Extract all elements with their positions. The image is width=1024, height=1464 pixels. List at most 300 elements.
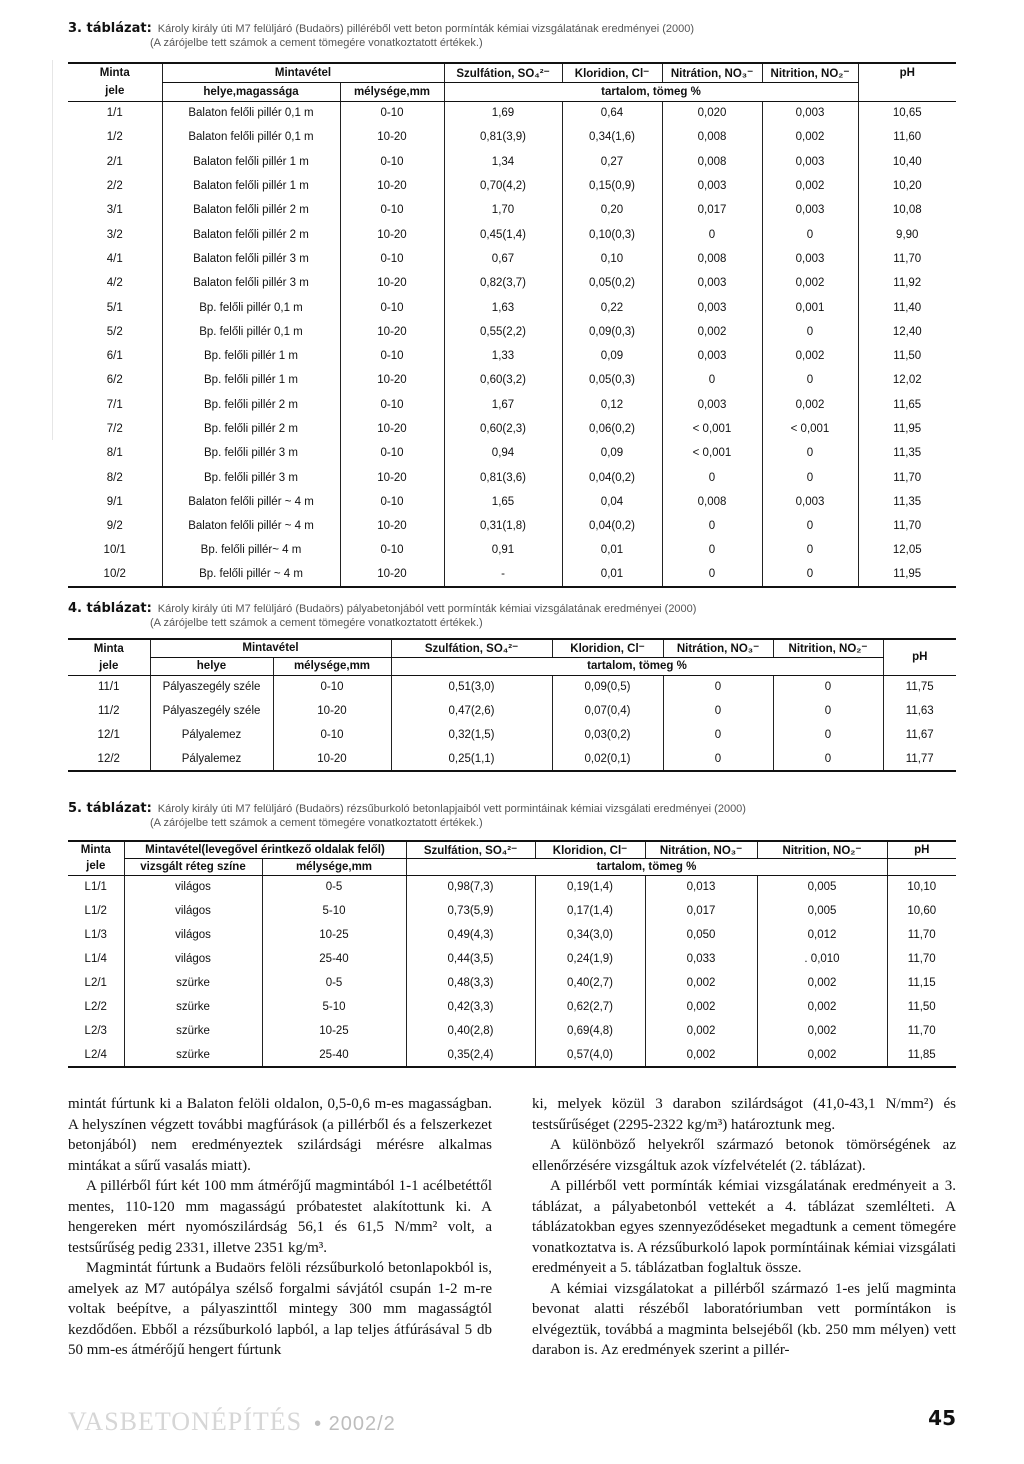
table-row bbox=[68, 995, 956, 1019]
table-cell: 0,017 bbox=[662, 198, 762, 222]
table-cell: 10,10 bbox=[887, 875, 956, 899]
table-cell: Balaton felőli pillér 2 m bbox=[162, 198, 340, 222]
table-cell: 0,008 bbox=[662, 150, 762, 174]
table-cell: 10,60 bbox=[887, 899, 956, 923]
table-cell: 1,33 bbox=[444, 344, 562, 368]
table-row bbox=[68, 174, 956, 198]
table-cell: 11,95 bbox=[858, 417, 956, 441]
table-cell: 0,04(0,2) bbox=[562, 465, 662, 489]
header-ph: pH bbox=[887, 841, 956, 858]
header-helye: helye,magassága bbox=[162, 82, 340, 101]
table-cell: 11,15 bbox=[887, 971, 956, 995]
table-cell: L1/2 bbox=[84, 905, 107, 917]
table-cell: 0,003 bbox=[762, 247, 858, 271]
table-cell: 10-25 bbox=[262, 1019, 406, 1043]
table-cell: 0,002 bbox=[757, 1043, 887, 1067]
table-row bbox=[68, 899, 956, 923]
table-cell: 0,003 bbox=[762, 101, 858, 125]
table-cell: 3/1 bbox=[106, 204, 123, 217]
table-cell: 0,62(2,7) bbox=[535, 995, 645, 1019]
table-cell: 0,42(3,3) bbox=[406, 995, 535, 1019]
table-cell: 3/2 bbox=[106, 228, 123, 241]
table-cell: 10,65 bbox=[858, 101, 956, 125]
table-row bbox=[68, 675, 956, 699]
table-cell: 0,002 bbox=[762, 393, 858, 417]
table-cell: 0,81(3,6) bbox=[444, 465, 562, 489]
table-cell: 0-10 bbox=[340, 344, 444, 368]
header-helye: helye bbox=[150, 657, 273, 675]
table-cell: Balaton felőli pillér 1 m bbox=[162, 150, 340, 174]
table-cell: 0,003 bbox=[662, 271, 762, 295]
table-cell: Balaton felőli pillér 3 m bbox=[162, 271, 340, 295]
table-cell: 1,34 bbox=[444, 150, 562, 174]
table-cell: 1/2 bbox=[106, 131, 123, 144]
header-szulfat: Szulfátion, SO₄²⁻ bbox=[406, 841, 535, 858]
table-cell: 0,82(3,7) bbox=[444, 271, 562, 295]
table-cell: 10-20 bbox=[340, 174, 444, 198]
table-cell: 0-10 bbox=[340, 295, 444, 319]
table-row bbox=[68, 320, 956, 344]
table3 bbox=[68, 62, 956, 588]
table-cell: világos bbox=[124, 899, 262, 923]
table-cell: L2/2 bbox=[84, 1001, 107, 1013]
table-cell: 0 bbox=[762, 563, 858, 587]
table-cell: L1/4 bbox=[84, 953, 107, 965]
table-cell: L1/1 bbox=[84, 881, 107, 894]
header-helye: vizsgált réteg színe bbox=[124, 858, 262, 875]
table-cell: 0 bbox=[762, 538, 858, 562]
table-cell: 0,008 bbox=[662, 247, 762, 271]
table-cell: 7/1 bbox=[106, 398, 123, 411]
table-row bbox=[68, 465, 956, 489]
table-cell: 0-10 bbox=[273, 723, 391, 747]
table-cell: 0,09 bbox=[562, 344, 662, 368]
table-cell: 0,017 bbox=[645, 899, 757, 923]
table-cell: 11,35 bbox=[858, 441, 956, 465]
table-cell: 0,94 bbox=[444, 441, 562, 465]
table-cell: világos bbox=[124, 923, 262, 947]
table-cell: 8/1 bbox=[106, 447, 123, 460]
table-cell: 11,60 bbox=[858, 125, 956, 149]
table-row bbox=[68, 393, 956, 417]
table-cell: 0-5 bbox=[262, 971, 406, 995]
table-cell: 0,012 bbox=[757, 923, 887, 947]
table-cell: 0,002 bbox=[645, 995, 757, 1019]
table-cell: 11/2 bbox=[97, 705, 120, 717]
header-nitrat: Nitrátion, NO₃⁻ bbox=[663, 639, 773, 657]
table-cell: 25-40 bbox=[262, 1043, 406, 1067]
table-cell: Bp. felőli pillér 0,1 m bbox=[162, 320, 340, 344]
table-cell: 6/2 bbox=[106, 374, 123, 387]
header-melysege: mélysége,mm bbox=[340, 82, 444, 101]
table-cell: 10-20 bbox=[340, 514, 444, 538]
table-cell: 0,44(3,5) bbox=[406, 947, 535, 971]
table-cell: 0,19(1,4) bbox=[535, 875, 645, 899]
table-cell: 11,50 bbox=[887, 995, 956, 1019]
table-cell: 10-20 bbox=[340, 465, 444, 489]
table-cell: 0 bbox=[762, 368, 858, 392]
header-ph: pH bbox=[858, 63, 956, 82]
table-row bbox=[68, 101, 956, 125]
table-cell: 11,92 bbox=[858, 271, 956, 295]
table-cell: szürke bbox=[124, 1019, 262, 1043]
table-cell: 0,25(1,1) bbox=[391, 747, 552, 771]
table-cell: 10-25 bbox=[262, 923, 406, 947]
table-cell: 10-20 bbox=[340, 563, 444, 587]
table-row bbox=[68, 344, 956, 368]
header-nitrit: Nitrition, NO₂⁻ bbox=[773, 639, 883, 657]
table-cell: 0,03(0,2) bbox=[552, 723, 663, 747]
table-cell: Bp. felőli pillér 3 m bbox=[162, 441, 340, 465]
paragraph: A kémiai vizsgálatokat a pillérből származó 1-es jelű magminta bevonat alatti részéből laboratóriumban vett pormíntákon is elvégeztük, továbbá a magminta belsejéből (kb. 250 mm mélyen) vett darabon is. Az eredmények szerint a pillér- bbox=[532, 1280, 956, 1358]
table-cell: 7/2 bbox=[106, 423, 123, 435]
table-row bbox=[68, 417, 956, 441]
table-cell: 0,40(2,8) bbox=[406, 1019, 535, 1043]
table-cell: 4/2 bbox=[106, 277, 123, 290]
table-cell: világos bbox=[124, 875, 262, 899]
table-cell: Balaton felőli pillér ~ 4 m bbox=[162, 514, 340, 538]
table-cell: 12/2 bbox=[68, 747, 150, 771]
table-cell: 11,77 bbox=[883, 747, 956, 771]
table-cell: 4/1 bbox=[106, 252, 123, 265]
table-cell: 9,90 bbox=[858, 222, 956, 246]
table-cell: 0 bbox=[662, 538, 762, 562]
header-melysege: mélysége,mm bbox=[273, 657, 391, 675]
page-number: 45 bbox=[928, 1406, 956, 1430]
table-cell: 0,73(5,9) bbox=[406, 899, 535, 923]
table-cell: 11,50 bbox=[858, 344, 956, 368]
table-cell: 0,005 bbox=[757, 899, 887, 923]
table-row bbox=[68, 441, 956, 465]
header-mintavetel: Mintavétel bbox=[150, 639, 391, 657]
table-cell: 0 bbox=[762, 441, 858, 465]
table-row bbox=[68, 295, 956, 319]
table-cell: 0,002 bbox=[757, 995, 887, 1019]
table-cell: L2/3 bbox=[84, 1025, 107, 1037]
journal-issue: • 2002/2 bbox=[314, 1413, 396, 1435]
table-cell: - bbox=[444, 563, 562, 587]
table-cell: 0-10 bbox=[340, 393, 444, 417]
table-cell: 11,40 bbox=[858, 295, 956, 319]
table-cell: Bp. felőli pillér 1 m bbox=[162, 344, 340, 368]
table-cell: Balaton felőli pillér 0,1 m bbox=[162, 125, 340, 149]
table5-caption bbox=[68, 802, 746, 830]
table-cell: 0,008 bbox=[662, 125, 762, 149]
table-row bbox=[68, 971, 956, 995]
table-cell: 1,69 bbox=[444, 101, 562, 125]
table-row bbox=[68, 747, 956, 771]
table-cell: 0-10 bbox=[340, 247, 444, 271]
table-cell: 0 bbox=[762, 465, 858, 489]
table-cell: 0-10 bbox=[340, 490, 444, 514]
table-cell: 12/1 bbox=[97, 729, 120, 741]
header-szulfat: Szulfátion, SO₄²⁻ bbox=[391, 639, 552, 657]
table-cell: . 0,010 bbox=[757, 947, 887, 971]
table3-note: (A zárójelbe tett számok a cement tömegére vonatkoztatott értékek.) bbox=[150, 37, 483, 49]
paragraph: mintát fúrtunk ki a Balaton felöli oldalon, 0,5-0,6 m-es magasságban. A helyszínen végzett további magfúrások (a pillérből és a felszerkezet betonjából) nem eredményeztek szilárdsági mérésre alkalmas mintákat a sűrű vasalás miatt). bbox=[68, 1096, 492, 1174]
table-cell: 0 bbox=[662, 222, 762, 246]
paragraph: A pillérből vett pormínták kémiai vizsgálatának eredményeit a 3. táblázat, a pályabetonból vettekét a 4. táblázat szemlélteti. A táblázatokban egyes szennyeződéseket megadtunk a cement tömegére vonatkoztatva is. A rézsűburkoló lapok pormíntáinak kémiai vizsgálati eredményeit a 5. táblázatban foglaltuk össze. bbox=[532, 1178, 956, 1276]
table-cell: 9/2 bbox=[106, 520, 123, 533]
table-cell: 0-10 bbox=[340, 441, 444, 465]
table-cell: Bp. felőli pillér~ 4 m bbox=[162, 538, 340, 562]
table-cell: 10-20 bbox=[340, 320, 444, 344]
scan-margin-line bbox=[52, 60, 53, 440]
table-cell: Pályalemez bbox=[150, 747, 273, 771]
table-cell: 0 bbox=[662, 563, 762, 587]
table-row bbox=[68, 125, 956, 149]
table-cell: 5/1 bbox=[106, 301, 123, 314]
table-cell: 5/2 bbox=[106, 325, 123, 338]
table-cell: 0,31(1,8) bbox=[444, 514, 562, 538]
table-cell: Pályalemez bbox=[150, 723, 273, 747]
table-cell: 0,98(7,3) bbox=[406, 875, 535, 899]
table-cell: 0,050 bbox=[645, 923, 757, 947]
table-cell: 10-20 bbox=[340, 368, 444, 392]
table-cell: 0,70(4,2) bbox=[444, 174, 562, 198]
table-cell: szürke bbox=[124, 1043, 262, 1067]
table-cell: Balaton felőli pillér 0,1 m bbox=[162, 101, 340, 125]
table-cell: 0,002 bbox=[662, 320, 762, 344]
table-cell: Bp. felőli pillér 1 m bbox=[162, 368, 340, 392]
table-cell: 0-10 bbox=[340, 150, 444, 174]
table-cell: 11,67 bbox=[883, 723, 956, 747]
table-cell: 0,002 bbox=[645, 1019, 757, 1043]
table-cell: 0,57(4,0) bbox=[535, 1043, 645, 1067]
table-cell: 12,40 bbox=[858, 320, 956, 344]
table-cell: 0,002 bbox=[645, 1043, 757, 1067]
table-row bbox=[68, 1043, 956, 1067]
journal-footer bbox=[68, 1407, 396, 1437]
table-cell: 0,15(0,9) bbox=[562, 174, 662, 198]
paragraph: Magmintát fúrtunk a Budaörs felöli rézsűburkoló betonlapokból is, amelyek az M7 autópálya szélső forgalmi sávjától csupán 1-2 m-re voltak beépítve, a pályaszinttől mintegy 300 mm magasságtól kezdődően. Ebből a rézsűburkoló lapból, a lap teljes átfúrásával 5 db 50 mm-es átmérőjű hengert fúrtunk bbox=[68, 1260, 492, 1358]
table-cell: 0,033 bbox=[645, 947, 757, 971]
table-cell: világos bbox=[124, 947, 262, 971]
table-cell: 0,67 bbox=[444, 247, 562, 271]
table-row bbox=[68, 198, 956, 222]
table-cell: 0,60(2,3) bbox=[444, 417, 562, 441]
header-minta: Minta bbox=[68, 639, 150, 657]
body-text-left-column bbox=[68, 1094, 492, 1361]
table-cell: 25-40 bbox=[262, 947, 406, 971]
table-cell: 0,20 bbox=[562, 198, 662, 222]
table5-note: (A zárójelbe tett számok a cement tömegére vonatkoztatott értékek.) bbox=[150, 817, 483, 829]
table-cell: 12,02 bbox=[858, 368, 956, 392]
table-cell: 11,70 bbox=[858, 465, 956, 489]
table-cell: 0,09 bbox=[562, 441, 662, 465]
table-cell: 0-5 bbox=[262, 875, 406, 899]
journal-name: VASBETONÉPÍTÉS bbox=[68, 1407, 303, 1436]
paragraph: ki, melyek közül 3 darabon szilárdságot (41,0-43,1 N/mm²) és testsűrűséget (2295-2322 kg/m³) határoztunk meg. bbox=[532, 1096, 956, 1133]
table-cell: 0,64 bbox=[562, 101, 662, 125]
table-cell: 0,06(0,2) bbox=[562, 417, 662, 441]
table-cell: 1,65 bbox=[444, 490, 562, 514]
table-cell: 2/2 bbox=[106, 180, 123, 193]
table-row bbox=[68, 723, 956, 747]
table-cell: 11,63 bbox=[883, 699, 956, 723]
table-cell: 0,04 bbox=[562, 490, 662, 514]
table-cell: 0,09(0,5) bbox=[552, 675, 663, 699]
table-row bbox=[68, 222, 956, 246]
table4 bbox=[68, 638, 956, 772]
table-cell: < 0,001 bbox=[662, 441, 762, 465]
table-cell: < 0,001 bbox=[762, 417, 858, 441]
table-cell: L1/3 bbox=[84, 929, 107, 941]
table-cell: 0 bbox=[773, 747, 883, 771]
header-mintavetel: Mintavétel bbox=[162, 63, 444, 82]
table-row bbox=[68, 514, 956, 538]
table5-title: Károly király úti M7 felüljáró (Budaörs) rézsűburkoló betonlapjaiból vett pormintáinak kémiai vizsgálati eredményei (2000) bbox=[157, 803, 746, 815]
table-cell: 0 bbox=[663, 699, 773, 723]
table-cell: 0,002 bbox=[762, 344, 858, 368]
header-mintavetel: Mintavétel(levegővel érintkező oldalak felől) bbox=[124, 841, 406, 858]
table-row bbox=[68, 563, 956, 587]
table-cell: 11,70 bbox=[887, 1019, 956, 1043]
table-cell: 0,002 bbox=[762, 271, 858, 295]
table-cell: 0-10 bbox=[273, 675, 391, 699]
table-cell: 0,34(3,0) bbox=[535, 923, 645, 947]
table-cell: 6/1 bbox=[106, 350, 123, 363]
table-cell: 0,27 bbox=[562, 150, 662, 174]
table-cell: 0 bbox=[663, 723, 773, 747]
table-cell: L2/4 bbox=[68, 1043, 124, 1067]
header-tartalom: tartalom, tömeg % bbox=[391, 657, 883, 675]
table-cell: 0,003 bbox=[662, 295, 762, 319]
table-cell: Bp. felőli pillér ~ 4 m bbox=[162, 563, 340, 587]
table-cell: 10,40 bbox=[858, 150, 956, 174]
table-cell: 11,35 bbox=[858, 490, 956, 514]
table-row bbox=[68, 1019, 956, 1043]
table-cell: 0,013 bbox=[645, 875, 757, 899]
table4-label: 4. táblázat: bbox=[68, 601, 152, 616]
table-cell: 0,69(4,8) bbox=[535, 1019, 645, 1043]
table-cell: 0,05(0,2) bbox=[562, 271, 662, 295]
table-cell: 0,005 bbox=[757, 875, 887, 899]
table-cell: < 0,001 bbox=[662, 417, 762, 441]
table-cell: 11,70 bbox=[858, 247, 956, 271]
table-cell: 12,05 bbox=[858, 538, 956, 562]
header-melysege: mélysége,mm bbox=[262, 858, 406, 875]
table-cell: 8/2 bbox=[106, 471, 123, 484]
table-cell: 10-20 bbox=[340, 417, 444, 441]
header-klorid: Kloridion, Cl⁻ bbox=[535, 841, 645, 858]
table3-caption bbox=[68, 22, 694, 50]
table-cell: 1,70 bbox=[444, 198, 562, 222]
table-cell: 11,75 bbox=[883, 675, 956, 699]
table-cell: 0,22 bbox=[562, 295, 662, 319]
paragraph: A pillérből fúrt két 100 mm átmérőjű magmintából 1-1 acélbetéttől mentes, 110-120 mm magasságú próbatestet alakítottunk ki. A hengereken mért nyomószilárdság 56,1 és 61,5 N/mm² volt, a testsűrűség pedig 2331, illetve 2351 kg/m³. bbox=[68, 1178, 492, 1256]
table-cell: 0,40(2,7) bbox=[535, 971, 645, 995]
table-cell: 0,002 bbox=[762, 125, 858, 149]
table-row bbox=[68, 247, 956, 271]
table-cell: 0,49(4,3) bbox=[406, 923, 535, 947]
table-cell: 0,01 bbox=[562, 538, 662, 562]
table-row bbox=[68, 947, 956, 971]
table-cell: Bp. felőli pillér 0,1 m bbox=[162, 295, 340, 319]
table-cell: 10,08 bbox=[858, 198, 956, 222]
table-row bbox=[68, 490, 956, 514]
table-row bbox=[68, 368, 956, 392]
table-cell: 0,12 bbox=[562, 393, 662, 417]
table-cell: 2/1 bbox=[106, 155, 123, 168]
table-cell: 0,002 bbox=[757, 971, 887, 995]
table-cell: 0 bbox=[762, 514, 858, 538]
table-cell: 0,45(1,4) bbox=[444, 222, 562, 246]
table-cell: 11,65 bbox=[858, 393, 956, 417]
table-cell: 0,24(1,9) bbox=[535, 947, 645, 971]
header-jele: jele bbox=[68, 657, 150, 675]
table-cell: 0,55(2,2) bbox=[444, 320, 562, 344]
table-cell: 0 bbox=[762, 222, 858, 246]
table-row bbox=[68, 875, 956, 899]
table-cell: 0,60(3,2) bbox=[444, 368, 562, 392]
header-nitrit: Nitrition, NO₂⁻ bbox=[757, 841, 887, 858]
table5-label: 5. táblázat: bbox=[68, 801, 152, 816]
table-cell: 11,70 bbox=[858, 514, 956, 538]
table-row bbox=[68, 150, 956, 174]
table-cell: 0-10 bbox=[340, 101, 444, 125]
table-cell: 0,003 bbox=[762, 150, 858, 174]
body-text-right-column bbox=[532, 1094, 956, 1361]
table-row bbox=[68, 923, 956, 947]
table-cell: 5-10 bbox=[262, 995, 406, 1019]
table-row bbox=[68, 538, 956, 562]
table-cell: 10/2 bbox=[68, 563, 162, 587]
table-cell: Balaton felőli pillér 3 m bbox=[162, 247, 340, 271]
table-cell: 0 bbox=[773, 675, 883, 699]
table-cell: 11,70 bbox=[887, 923, 956, 947]
table-cell: Balaton felőli pillér 1 m bbox=[162, 174, 340, 198]
table4-title: Károly király úti M7 felüljáró (Budaörs) pályabetonjából vett pormínták kémiai vizsgálatának eredményei (2000) bbox=[157, 603, 697, 615]
table-cell: 0,81(3,9) bbox=[444, 125, 562, 149]
table-cell: 0,35(2,4) bbox=[406, 1043, 535, 1067]
table-cell: 1,67 bbox=[444, 393, 562, 417]
table-cell: 5-10 bbox=[262, 899, 406, 923]
table4-note: (A zárójelbe tett számok a cement tömegére vonatkoztatott értékek.) bbox=[150, 617, 483, 629]
paragraph: A különböző helyekről származó betonok tömörségének az ellenőrzésére vizsgáltuk azok vízfelvételét (2. táblázat). bbox=[532, 1137, 956, 1174]
table-cell: 0 bbox=[663, 675, 773, 699]
table-cell: 0,003 bbox=[762, 490, 858, 514]
table-row bbox=[68, 271, 956, 295]
table-cell: 9/1 bbox=[106, 495, 123, 508]
table3-title: Károly király úti M7 felüljáró (Budaörs) pilléréből vett beton pormínták kémiai vizsgálatának eredményei (2000) bbox=[157, 23, 694, 35]
table-cell: 0 bbox=[662, 465, 762, 489]
table-cell: 0,003 bbox=[762, 198, 858, 222]
header-klorid: Kloridion, Cl⁻ bbox=[562, 63, 662, 82]
table-cell: Pályaszegély széle bbox=[150, 699, 273, 723]
table-cell: szürke bbox=[124, 971, 262, 995]
table-cell: 0,04(0,2) bbox=[562, 514, 662, 538]
table-cell: 0 bbox=[762, 320, 858, 344]
table-cell: 0,002 bbox=[762, 174, 858, 198]
table-cell: 1,63 bbox=[444, 295, 562, 319]
table-cell: Balaton felőli pillér ~ 4 m bbox=[162, 490, 340, 514]
header-tartalom: tartalom, tömeg % bbox=[406, 858, 887, 875]
table-cell: 0,05(0,3) bbox=[562, 368, 662, 392]
table-cell: 10-20 bbox=[340, 222, 444, 246]
header-klorid: Kloridion, Cl⁻ bbox=[552, 639, 663, 657]
table-cell: 0,10 bbox=[562, 247, 662, 271]
table-cell: 0,51(3,0) bbox=[391, 675, 552, 699]
table-cell: 0,01 bbox=[562, 563, 662, 587]
table-cell: Bp. felőli pillér 2 m bbox=[162, 417, 340, 441]
header-nitrat: Nitrátion, NO₃⁻ bbox=[645, 841, 757, 858]
table-cell: 0 bbox=[663, 747, 773, 771]
table-cell: 0,002 bbox=[645, 971, 757, 995]
table-cell: 0,001 bbox=[762, 295, 858, 319]
table-cell: 0,02(0,1) bbox=[552, 747, 663, 771]
header-nitrit: Nitrition, NO₂⁻ bbox=[762, 63, 858, 82]
